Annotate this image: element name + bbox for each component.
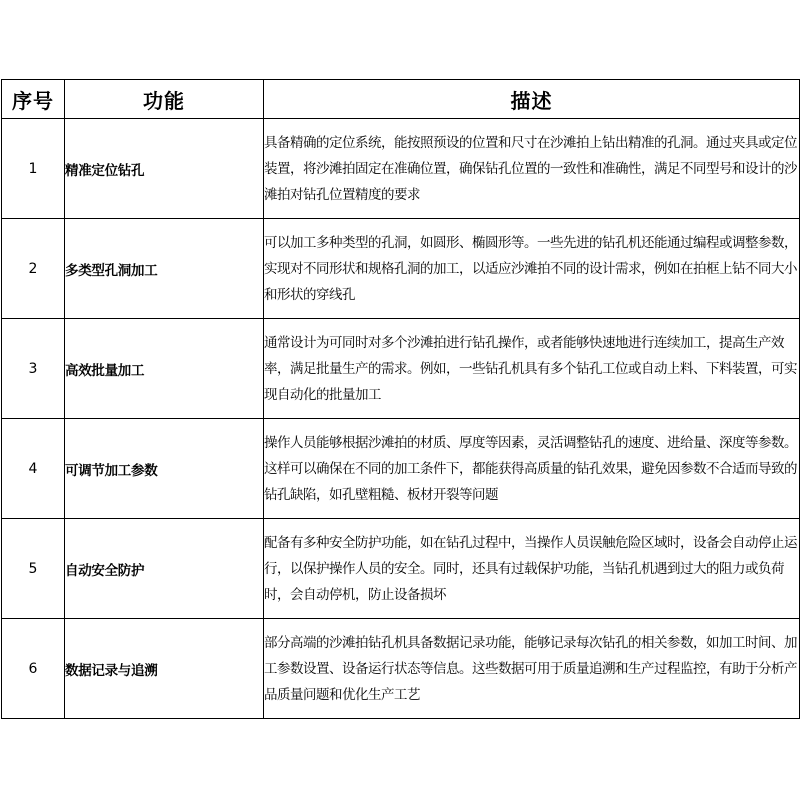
row-description: 部分高端的沙滩拍钻孔机具备数据记录功能，能够记录每次钻孔的相关参数，如加工时间、加工参数设置、设备运行状态等信息。这些数据可用于质量追溯和生产过程监控，有助于分析产品质量问题和优化生产工艺: [264, 619, 800, 719]
row-number: 3: [2, 319, 65, 419]
row-function: 高效批量加工: [65, 319, 264, 419]
row-description: 操作人员能够根据沙滩拍的材质、厚度等因素，灵活调整钻孔的速度、进给量、深度等参数。这样可以确保在不同的加工条件下，都能获得高质量的钻孔效果，避免因参数不合适而导致的钻孔缺陷，如孔壁粗糙、板材开裂等问题: [264, 419, 800, 519]
header-function: 功能: [65, 80, 264, 119]
table-row: [2, 319, 800, 419]
row-number: 2: [2, 219, 65, 319]
header-num: 序号: [2, 80, 65, 119]
row-number: 6: [2, 619, 65, 719]
row-function: 自动安全防护: [65, 519, 264, 619]
table-row: [2, 219, 800, 319]
row-description: 可以加工多种类型的孔洞，如圆形、椭圆形等。一些先进的钻孔机还能通过编程或调整参数，实现对不同形状和规格孔洞的加工，以适应沙滩拍不同的设计需求，例如在拍框上钻不同大小和形状的穿线孔: [264, 219, 800, 319]
row-function: 精准定位钻孔: [65, 119, 264, 219]
header-description: 描述: [264, 80, 800, 119]
function-table: [1, 79, 800, 719]
header-row: [2, 80, 800, 119]
table-row: [2, 419, 800, 519]
table-row: [2, 119, 800, 219]
row-number: 1: [2, 119, 65, 219]
row-number: 4: [2, 419, 65, 519]
row-description: 配备有多种安全防护功能，如在钻孔过程中，当操作人员误触危险区域时，设备会自动停止运行，以保护操作人员的安全。同时，还具有过载保护功能，当钻孔机遇到过大的阻力或负荷时，会自动停机，防止设备损坏: [264, 519, 800, 619]
row-description: 通常设计为可同时对多个沙滩拍进行钻孔操作，或者能够快速地进行连续加工，提高生产效率，满足批量生产的需求。例如，一些钻孔机具有多个钻孔工位或自动上料、下料装置，可实现自动化的批量加工: [264, 319, 800, 419]
row-function: 数据记录与追溯: [65, 619, 264, 719]
row-number: 5: [2, 519, 65, 619]
row-description: 具备精确的定位系统，能按照预设的位置和尺寸在沙滩拍上钻出精准的孔洞。通过夹具或定位装置，将沙滩拍固定在准确位置，确保钻孔位置的一致性和准确性，满足不同型号和设计的沙滩拍对钻孔位置精度的要求: [264, 119, 800, 219]
table-row: [2, 619, 800, 719]
row-function: 多类型孔洞加工: [65, 219, 264, 319]
table-row: [2, 519, 800, 619]
row-function: 可调节加工参数: [65, 419, 264, 519]
